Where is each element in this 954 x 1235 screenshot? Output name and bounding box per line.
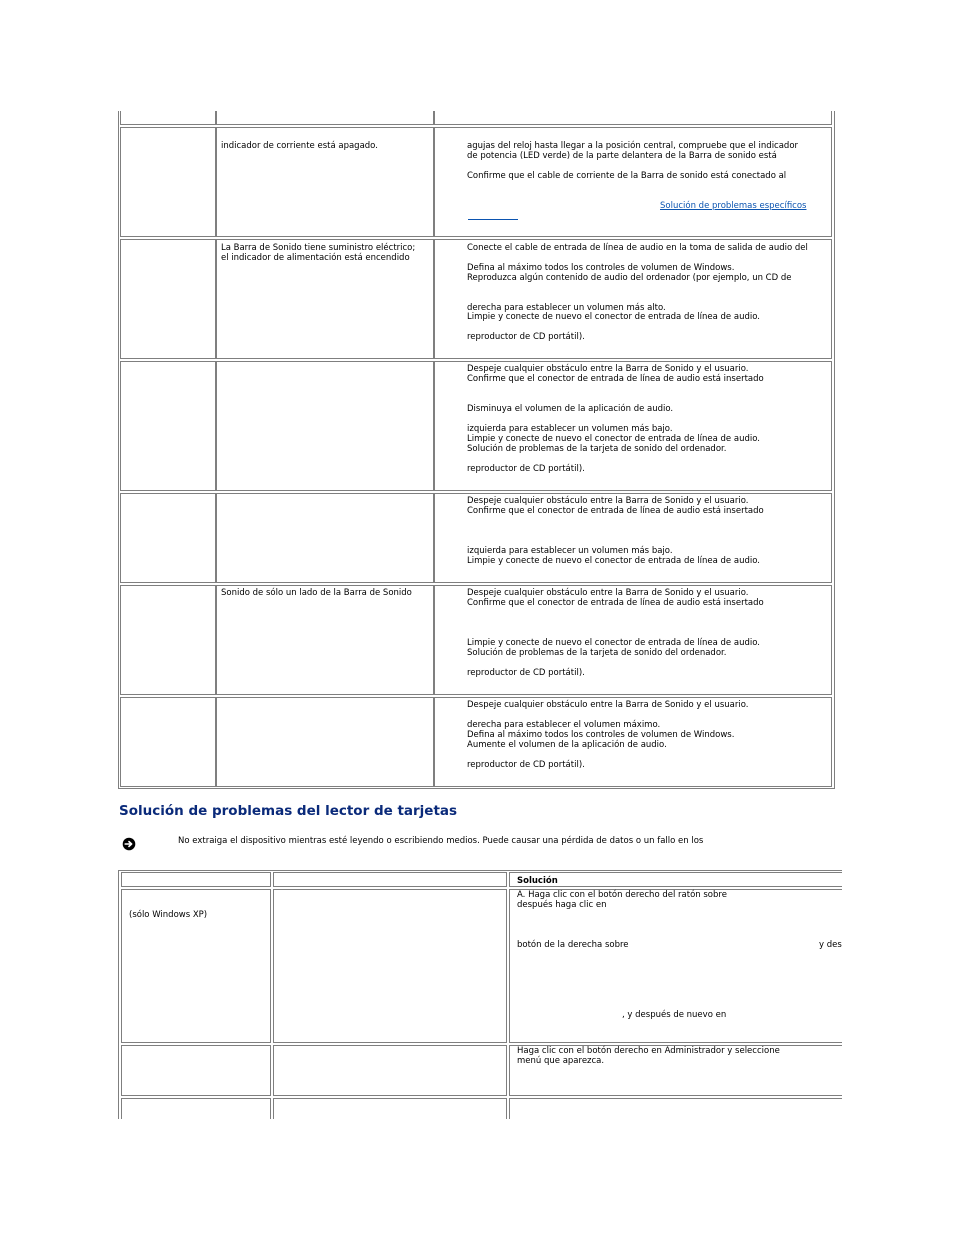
solution-text: reproductor de CD portátil). (467, 668, 585, 678)
table-cell (273, 872, 507, 887)
os-note: (sólo Windows XP) (129, 910, 208, 920)
solution-text: Despeje cualquier obstáculo entre la Barra de Sonido y el usuario. (467, 588, 749, 598)
notice-icon (122, 837, 136, 851)
solution-text: Reproduzca algún contenido de audio del ordenador (por ejemplo, un CD de (467, 273, 792, 283)
solution-text: Aumente el volumen de la aplicación de audio. (467, 740, 667, 750)
solution-text: Limpie y conecte de nuevo el conector de entrada de línea de audio. (467, 312, 760, 322)
solution-text: de potencia (LED verde) de la parte delantera de la Barra de sonido está (467, 151, 777, 161)
table-cell (121, 872, 271, 887)
solution-text: Conecte el cable de entrada de línea de audio en la toma de salida de audio del (467, 243, 808, 253)
problem-text: indicador de corriente está apagado. (221, 141, 378, 151)
solution-text: reproductor de CD portátil). (467, 332, 585, 342)
solution-text: reproductor de CD portátil). (467, 464, 585, 474)
problem-text: Sonido de sólo un lado de la Barra de Sonido (221, 588, 412, 598)
solution-text: A. Haga clic con el botón derecho del ratón sobre (517, 890, 727, 900)
page-margin-right (842, 860, 954, 1160)
solution-text: derecha para establecer el volumen máximo. (467, 720, 661, 730)
solution-text: Limpie y conecte de nuevo el conector de entrada de línea de audio. (467, 434, 760, 444)
solution-text: reproductor de CD portátil). (467, 760, 585, 770)
table-cell (216, 697, 434, 787)
table-left-border (118, 870, 119, 1120)
header-solution: Solución (517, 876, 558, 886)
page-margin-bottom (100, 1119, 860, 1235)
solution-text: Confirme que el conector de entrada de línea de audio está insertado (467, 374, 764, 384)
solution-text: izquierda para establecer un volumen más bajo. (467, 424, 673, 434)
solution-text: Solución de problemas de la tarjeta de sonido del ordenador. (467, 444, 727, 454)
solution-text: menú que aparezca. (517, 1056, 605, 1066)
solution-text: Solución de problemas de la tarjeta de sonido del ordenador. (467, 648, 727, 658)
table-cell (120, 493, 216, 583)
solution-text: Confirme que el conector de entrada de línea de audio está insertado (467, 598, 764, 608)
solution-text: izquierda para establecer un volumen más bajo. (467, 546, 673, 556)
solution-text: Confirme que el cable de corriente de la Barra de sonido está conectado al (467, 171, 787, 181)
table-cell (273, 889, 507, 1043)
solution-text: derecha para establecer un volumen más alto. (467, 303, 666, 313)
table-cell (216, 493, 434, 583)
solution-text: Haga clic con el botón derecho en Administrador y seleccione (517, 1046, 780, 1056)
solution-text: y des (819, 940, 842, 950)
solution-text: Despeje cualquier obstáculo entre la Barra de Sonido y el usuario. (467, 700, 749, 710)
solution-text: Defina al máximo todos los controles de volumen de Windows. (467, 263, 735, 273)
solution-text: Defina al máximo todos los controles de volumen de Windows. (467, 730, 735, 740)
problem-text: el indicador de alimentación está encendido (221, 253, 410, 263)
notice-text: No extraiga el dispositivo mientras esté leyendo o escribiendo medios. Puede causar una pérdida de datos o un fallo en los (178, 836, 704, 846)
solution-text: agujas del reloj hasta llegar a la posición central, compruebe que el indicador (467, 141, 799, 151)
section-heading: Solución de problemas del lector de tarjetas (119, 803, 458, 819)
solution-text: Limpie y conecte de nuevo el conector de entrada de línea de audio. (467, 638, 760, 648)
table-cell (120, 697, 216, 787)
table-cell (509, 872, 849, 887)
solution-text: Confirme que el conector de entrada de línea de audio está insertado (467, 506, 764, 516)
solution-text: después haga clic en (517, 900, 607, 910)
table-cell (434, 111, 832, 125)
solution-text: Limpie y conecte de nuevo el conector de entrada de línea de audio. (467, 556, 760, 566)
table-cell (120, 361, 216, 491)
table-cell (120, 111, 216, 125)
table-cell (216, 585, 434, 695)
table-cell (120, 239, 216, 359)
problem-text: La Barra de Sonido tiene suministro eléctrico; (221, 243, 416, 253)
table-top-border (118, 870, 842, 871)
solution-text: , y después de nuevo en (622, 1010, 727, 1020)
table-cell (216, 361, 434, 491)
specific-troubleshooting-link[interactable]: Solución de problemas específicos (660, 201, 807, 211)
solution-text: Despeje cualquier obstáculo entre la Barra de Sonido y el usuario. (467, 496, 749, 506)
solution-text: botón de la derecha sobre (517, 940, 629, 950)
table-cell (120, 127, 216, 237)
solution-text: Disminuya el volumen de la aplicación de audio. (467, 404, 674, 414)
solution-text: Despeje cualquier obstáculo entre la Barra de Sonido y el usuario. (467, 364, 749, 374)
table-cell (273, 1045, 507, 1096)
table-cell (121, 1045, 271, 1096)
link-underline[interactable] (468, 219, 518, 220)
table-cell (120, 585, 216, 695)
table-cell (216, 111, 434, 125)
